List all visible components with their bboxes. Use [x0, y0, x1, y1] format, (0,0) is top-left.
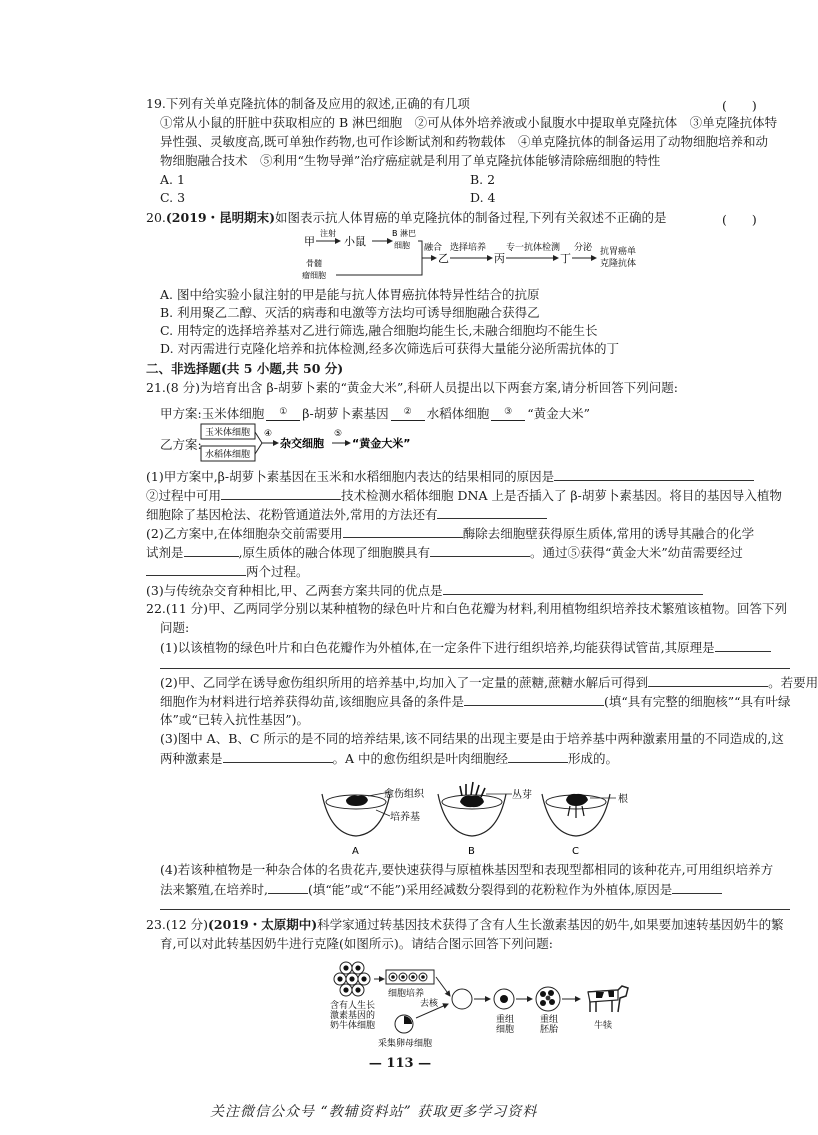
q22-part3: (3)图中 A、B、C 所示的是不同的培养结果,该不同结果的出现主要是由于培养基中两种激素用量的不同造成的,这	[160, 731, 784, 746]
enucleated-egg	[452, 989, 472, 1009]
q22-part2-text: 细胞作为材料进行培养获得幼苗,该细胞应具备的条件是	[160, 694, 464, 709]
q22-part3-text: 两种激素是	[160, 751, 223, 766]
q21-plan-a	[160, 404, 590, 422]
q22-part1-text: (1)以该植物的绿色叶片和白色花瓣作为外植体,在一定条件下进行组织培养,均能获得试管苗,其原理是	[160, 640, 715, 655]
q22-part1	[160, 639, 771, 656]
calf-icon	[588, 986, 628, 1012]
q20-fig-yi: 乙	[438, 252, 449, 265]
q21-part1-text: 细胞除了基因枪法、花粉管通道法外,常用的方法还有	[146, 507, 438, 522]
callus-a	[346, 796, 368, 807]
section-heading: 二、非选择题(共 5 小题,共 50 分)	[146, 361, 344, 376]
q22-stem-line1: 22.(11 分)甲、乙两同学分别以某种植物的绿色叶片和白色花瓣为材料,利用植物组织培养技术繁殖该植物。回答下列	[146, 601, 787, 616]
q23-fig-reembryo-1: 重组	[540, 1015, 559, 1025]
q21-plan-a-step2: β-胡萝卜素基因	[302, 406, 389, 421]
q21-part1-text: 技术检测水稻体细胞 DNA 上是否插入了 β-胡萝卜素基因。将目的基因导入植物	[341, 488, 782, 503]
q21-plan-a-step-no3: ③	[504, 407, 513, 417]
q20-fig-blymph-1: B 淋巴	[392, 229, 417, 238]
q21-part3	[146, 582, 703, 599]
q20-source: (2019・昆明期末)	[165, 210, 276, 225]
q22-culture-diagram	[316, 776, 636, 856]
q22-fig-label-b: B	[468, 846, 475, 857]
q23-fig-culture: 细胞培养	[388, 989, 425, 999]
q20-fig-select: 选择培养	[450, 243, 487, 253]
q20-option-c[interactable]: C. 用特定的选择培养基对乙进行筛选,融合细胞均能生长,未融合细胞均不能生长	[160, 323, 598, 338]
q21-answer-blank[interactable]	[343, 525, 463, 538]
q23-fig-cells-3: 奶牛体细胞	[330, 1021, 376, 1031]
q20-number: 20.	[146, 210, 166, 225]
q20-stem-text: 如图表示抗人体胃癌的单克隆抗体的制备过程,下列有关叙述不正确的是	[275, 210, 667, 225]
q23-stem-line2: 育,可以对此转基因奶牛进行克隆(如图所示)。请结合图示回答下列问题:	[160, 936, 553, 951]
q22-answer-blank[interactable]	[464, 693, 604, 706]
q20-fig-myeloma-1: 骨髓	[306, 259, 322, 268]
q21-part2-text: ,原生质体的融合体现了细胞膜具有	[238, 545, 430, 560]
q21-part2-text: 试剂是	[146, 545, 184, 560]
q20-stem	[146, 210, 667, 226]
q20-fig-result-2: 克隆抗体	[600, 259, 637, 269]
q23-fig-recell-2: 细胞	[496, 1025, 515, 1035]
q21-answer-blank[interactable]	[221, 487, 341, 500]
q22-part2-line2	[160, 693, 791, 710]
q21-plan-a-arrow1	[266, 404, 300, 421]
q20-fig-result-1: 抗胃癌单	[600, 247, 637, 257]
q20-fig-ding: 丁	[560, 252, 571, 265]
q21-plan-a-step1: 玉米体细胞	[201, 406, 265, 421]
q21-part3-text: (3)与传统杂交育种相比,甲、乙两套方案共同的优点是	[146, 583, 443, 598]
q22-fig-root: 根	[618, 794, 628, 805]
q21-plan-b-step-no4: ④	[264, 429, 273, 439]
q21-part2-text: 酶除去细胞壁获得原生质体,常用的诱导其融合的化学	[462, 526, 755, 541]
q22-part4: (4)若该种植物是一种杂合体的名贵花卉,要快速获得与原植株基因型和表现型都相同的该种花卉,可用组织培养方	[160, 862, 774, 877]
q23-stem-text: 23.(12 分)	[146, 917, 209, 932]
q21-plan-a-step3: 水稻体细胞	[426, 406, 490, 421]
q22-part3-line2	[160, 750, 618, 767]
q21-part1	[146, 468, 754, 485]
q21-part1-line2	[146, 487, 782, 504]
q22-answer-blank[interactable]	[715, 639, 771, 652]
q22-part4-line2	[160, 881, 722, 898]
q23-stem-line1	[146, 917, 784, 933]
q20-fig-bracket	[418, 241, 422, 275]
q21-plan-a-step-no1: ①	[279, 407, 288, 417]
q22-part2-text: 。若要用	[768, 675, 818, 690]
q23-fig-cells-2: 激素基因的	[330, 1011, 376, 1021]
footer-note: 关注微信公众号 “教辅资料站” 获取更多学习资料	[210, 1104, 538, 1120]
q21-answer-blank[interactable]	[184, 544, 239, 557]
q22-answer-blank[interactable]	[648, 674, 768, 687]
q23-fig-arrow	[436, 977, 450, 996]
q19-stem: 19.下列有关单克隆抗体的制备及应用的叙述,正确的有几项	[146, 96, 470, 111]
q21-part2-text: (2)乙方案中,在体细胞杂交前需要用	[146, 526, 343, 541]
q20-option-d[interactable]: D. 对丙需进行克隆化培养和抗体检测,经多次筛选后可获得大量能分泌所需抗体的丁	[160, 341, 619, 356]
somatic-cells-cluster	[334, 962, 370, 996]
q21-plan-a-arrow2	[391, 404, 425, 421]
q23-source: (2019・太原期中)	[208, 917, 318, 932]
q21-part2-text: 两个过程。	[246, 564, 309, 579]
q23-cloning-diagram	[300, 954, 640, 1050]
q21-answer-blank[interactable]	[437, 506, 547, 519]
q21-answer-blank[interactable]	[430, 544, 530, 557]
q22-part2-line3: 体”或“已转入抗性基因”)。	[160, 712, 310, 727]
q20-fig-myeloma-2: 瘤细胞	[302, 271, 326, 280]
q21-plan-a-label: 甲方案:	[160, 406, 202, 421]
q22-answer-blank[interactable]	[268, 881, 308, 894]
q23-fig-enucleate: 去核	[420, 999, 439, 1009]
q22-part2	[160, 674, 818, 691]
q20-fig-mouse: 小鼠	[344, 235, 366, 248]
q21-plan-b-hybrid: 杂交细胞	[280, 437, 324, 450]
q22-part2-text: (2)甲、乙同学在诱导愈伤组织所用的培养基中,均加入了一定量的蔗糖,蔗糖水解后可得到	[160, 675, 649, 690]
q22-answer-blank[interactable]	[508, 750, 568, 763]
q20-option-a[interactable]: A. 图中给实验小鼠注射的甲是能与抗人体胃癌抗体特异性结合的抗原	[160, 287, 540, 302]
q23-fig-reembryo-2: 胚胎	[540, 1025, 559, 1035]
q20-fig-bing: 丙	[494, 252, 505, 265]
q20-fig-blymph-2: 细胞	[394, 241, 410, 250]
q22-fig-medium: 培养基	[390, 812, 420, 823]
q20-fig-inject: 注射	[320, 229, 336, 238]
q19-option-d[interactable]: D. 4	[470, 190, 496, 205]
q21-answer-blank[interactable]	[443, 582, 703, 595]
q21-part2-line2	[146, 544, 743, 561]
cultured-cells	[389, 973, 427, 981]
q19-option-b[interactable]: B. 2	[470, 172, 496, 187]
q22-part4-text: (填“能”或“不能”)采用经减数分裂得到的花粉粒作为外植体,原因是	[307, 882, 673, 897]
reconstructed-cell-nucleus	[500, 995, 508, 1003]
callus-b	[460, 796, 484, 808]
q22-part3-text: 。A 中的愈伤组织是叶肉细胞经	[332, 751, 509, 766]
q22-fig-label-c: C	[572, 846, 579, 857]
q21-plan-a-step-no2: ②	[403, 407, 412, 417]
q22-stem-line2: 问题:	[160, 620, 190, 635]
q21-plan-a-arrow3	[491, 404, 525, 421]
q19-text-line2: 异性强、灵敏度高,既可单独作药物,也可作诊断试剂和药物载体 ④单克隆抗体的制备运用了动物细胞培养和动	[160, 134, 768, 149]
q23-fig-recell-1: 重组	[496, 1015, 515, 1025]
q20-fig-jia: 甲	[304, 235, 315, 248]
q22-answer-blank[interactable]	[672, 881, 722, 894]
q22-answer-line[interactable]	[160, 668, 790, 669]
q23-fig-cells-1: 含有人生长	[330, 1001, 376, 1011]
q22-part2-text: (填“具有完整的细胞核”“具有叶绿	[603, 694, 791, 709]
q23-fig-oocyte: 采集卵母细胞	[378, 1039, 433, 1049]
q21-answer-blank[interactable]	[146, 563, 246, 576]
q20-process-diagram	[300, 228, 660, 284]
q22-answer-blank[interactable]	[223, 750, 333, 763]
q21-part1-line3	[146, 506, 547, 523]
q19-answer-paren[interactable]: ( )	[722, 98, 757, 113]
callus-c	[566, 794, 588, 806]
q23-stem-text: 科学家通过转基因技术获得了含有人生长激素基因的奶牛,如果要加速转基因奶牛的繁	[317, 917, 784, 932]
q22-part3-text: 形成的。	[568, 751, 619, 766]
q23-fig-calf: 牛犊	[594, 1021, 613, 1031]
oocyte-nucleus	[404, 1016, 412, 1024]
q20-fig-detect: 专一抗体检测	[506, 243, 561, 253]
q21-part1-text: (1)甲方案中,β-胡萝卜素基因在玉米和水稻细胞内表达的结果相同的原因是	[146, 469, 555, 484]
q20-fig-sort: 分泌	[574, 243, 593, 253]
q21-plan-b-bracket	[255, 432, 262, 454]
q21-part1-text: ②过程中可用	[146, 488, 222, 503]
q21-plan-b-result: “黄金大米”	[352, 437, 411, 450]
q19-text-line1: ①常从小鼠的肝脏中获取相应的 B 淋巴细胞 ②可从体外培养液或小鼠腹水中提取单克隆抗体 ③单克隆抗体特	[160, 115, 778, 130]
q21-stem: 21.(8 分)为培育出含 β-胡萝卜素的“黄金大米”,科研人员提出以下两套方案,请分析回答下列问题:	[146, 380, 678, 395]
q21-part2-line3	[146, 563, 309, 580]
q22-answer-line[interactable]	[160, 909, 790, 910]
q22-part4-text: 法来繁殖,在培养时,	[160, 882, 268, 897]
q22-fig-callus: 愈伤组织	[384, 789, 424, 800]
q19-text-line3: 物细胞融合技术 ⑤利用“生物导弹”治疗癌症就是利用了单克隆抗体能够清除癌细胞的特性	[160, 153, 661, 168]
q22-fig-label-a: A	[352, 846, 359, 857]
q21-plan-b-diagram	[200, 422, 440, 466]
q21-part2	[146, 525, 754, 542]
q21-plan-b-box1-text: 玉米体细胞	[205, 428, 251, 438]
q21-plan-b-label: 乙方案:	[160, 437, 202, 452]
q21-plan-b-step-no5: ⑤	[334, 429, 343, 439]
q19-option-a[interactable]: A. 1	[160, 172, 185, 187]
q22-fig-sprout: 丛芽	[512, 790, 532, 801]
q20-option-b[interactable]: B. 利用聚乙二醇、灭活的病毒和电激等方法均可诱导细胞融合获得乙	[160, 305, 540, 320]
q19-option-c[interactable]: C. 3	[160, 190, 186, 205]
page-number: — 113 —	[368, 1056, 432, 1071]
q21-plan-b-box2-text: 水稻体细胞	[205, 450, 251, 460]
reconstructed-embryo	[536, 987, 560, 1011]
roots-c	[568, 806, 584, 818]
q20-fig-fuse: 融合	[424, 243, 443, 253]
q21-plan-a-step4: “黄金大米”	[527, 406, 590, 421]
q21-answer-blank[interactable]	[554, 468, 754, 481]
q20-answer-paren[interactable]: ( )	[722, 212, 757, 227]
q21-part2-text: 。通过⑤获得“黄金大米”幼苗需要经过	[530, 545, 743, 560]
